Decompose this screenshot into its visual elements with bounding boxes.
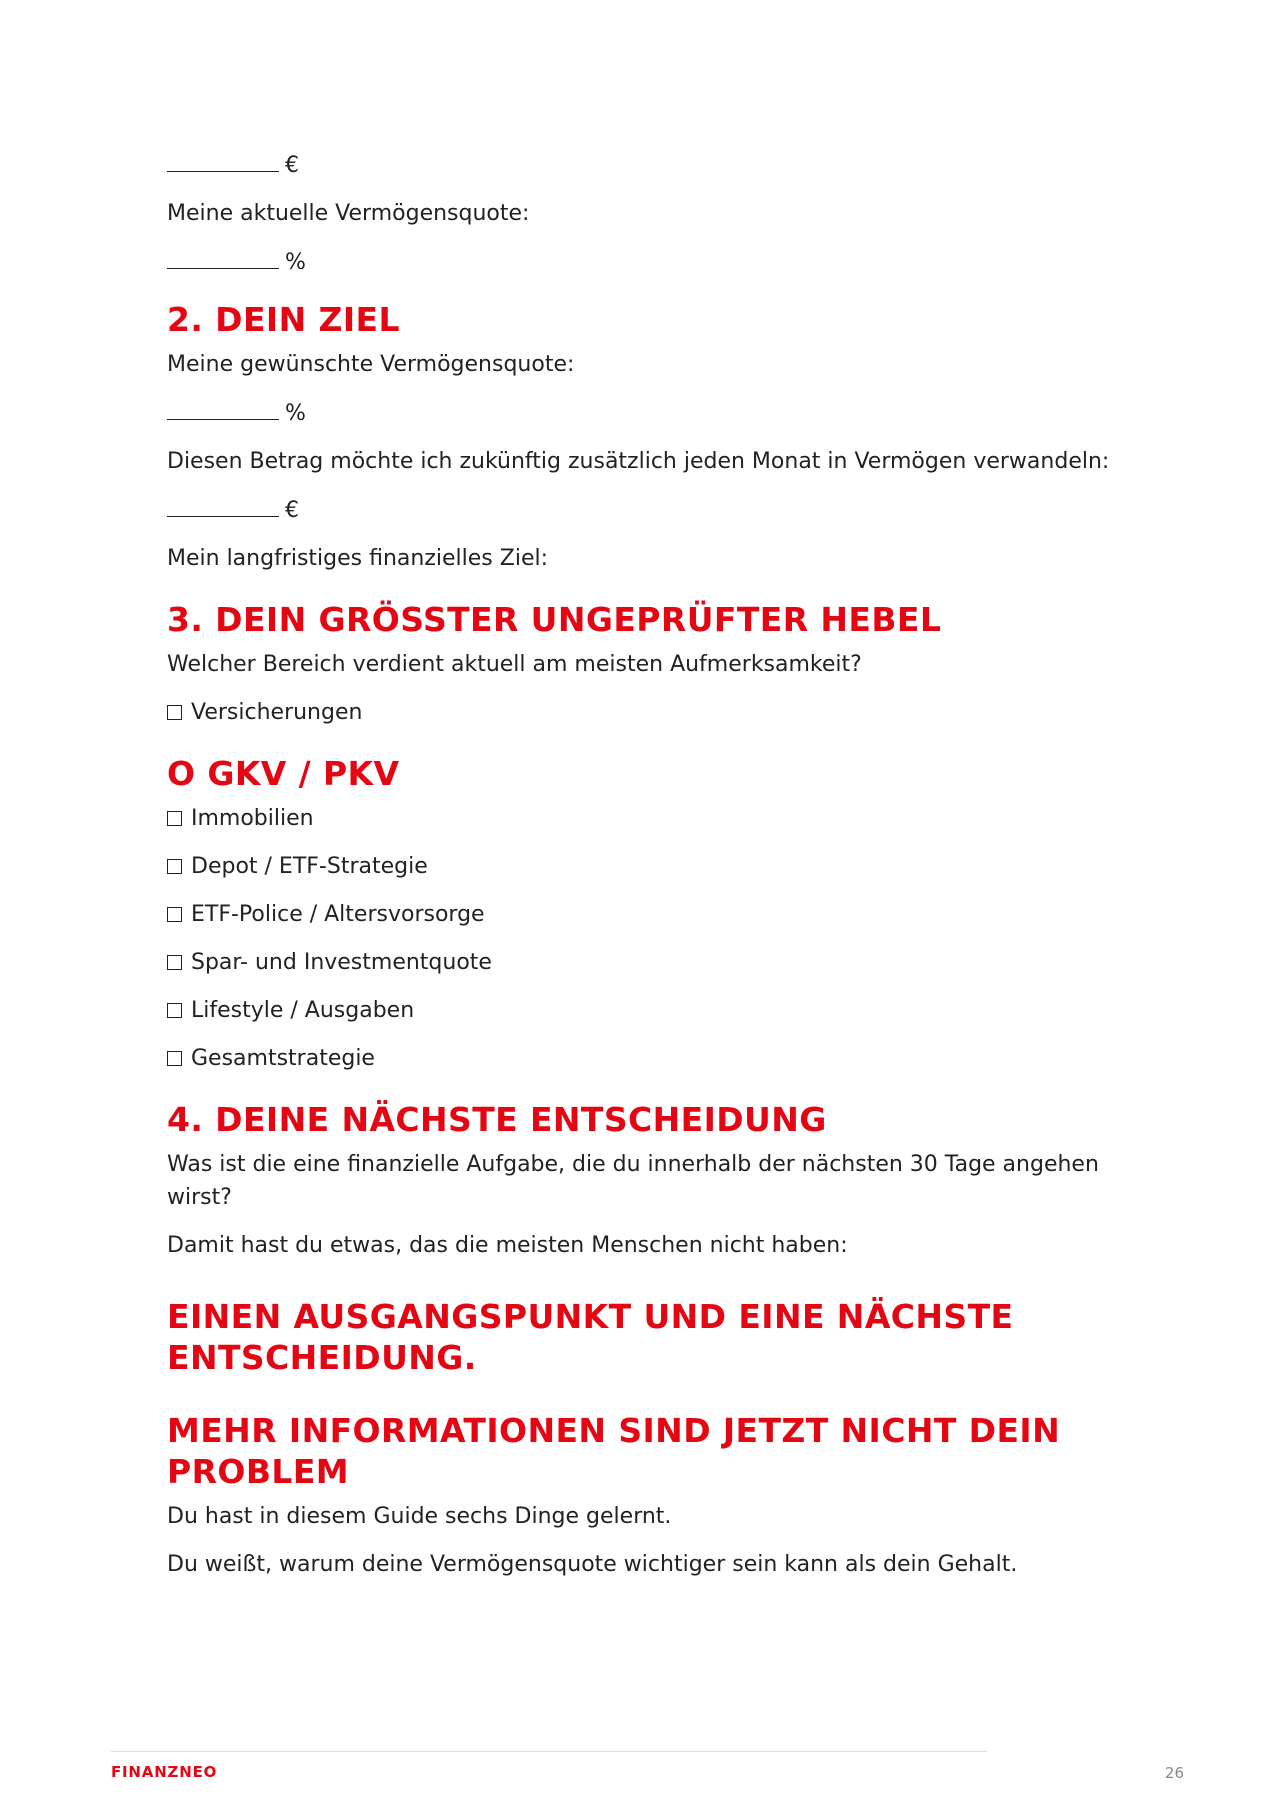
lever-question: Welcher Bereich verdient aktuell am meisten Aufmerksamkeit? bbox=[167, 652, 862, 677]
percent-unit: % bbox=[285, 250, 306, 275]
checkbox-label: Immobilien bbox=[191, 806, 314, 831]
percent-unit: % bbox=[285, 401, 306, 426]
blank-field[interactable] bbox=[167, 493, 279, 517]
currency-unit: € bbox=[285, 153, 299, 178]
footer-divider bbox=[111, 1751, 987, 1752]
checkbox-icon[interactable] bbox=[167, 1003, 182, 1018]
section-heading-goal: 2. DEIN ZIEL bbox=[167, 300, 400, 339]
checkbox-icon[interactable] bbox=[167, 907, 182, 922]
checkbox-item-etf-police[interactable] bbox=[167, 898, 1127, 931]
checkbox-label: Lifestyle / Ausgaben bbox=[191, 998, 415, 1023]
long-term-goal-label: Mein langfristiges finanzielles Ziel: bbox=[167, 546, 549, 571]
blank-field[interactable] bbox=[167, 396, 279, 420]
starting-point-heading: EINEN AUSGANGSPUNKT UND EINE NÄCHSTE ENTSCHEIDUNG. bbox=[167, 1297, 1014, 1377]
decision-statement: Damit hast du etwas, das die meisten Menschen nicht haben: bbox=[167, 1233, 848, 1258]
checkbox-item-savings-rate[interactable] bbox=[167, 946, 1127, 979]
guide-summary-text: Du hast in diesem Guide sechs Dinge gelernt. bbox=[167, 1504, 672, 1529]
checkbox-label: Versicherungen bbox=[191, 700, 363, 725]
desired-quote-blank-line bbox=[167, 396, 1127, 430]
checkbox-label: ETF-Police / Altersvorsorge bbox=[191, 902, 485, 927]
checkbox-icon[interactable] bbox=[167, 955, 182, 970]
checkbox-item-insurance[interactable] bbox=[167, 696, 1127, 729]
monthly-amount-blank-line bbox=[167, 493, 1127, 527]
footer-brand-logo: FINANZNEO bbox=[111, 1763, 218, 1781]
page-number: 26 bbox=[1164, 1764, 1184, 1782]
section-heading-decision: 4. DEINE NÄCHSTE ENTSCHEIDUNG bbox=[167, 1100, 827, 1139]
checkbox-icon[interactable] bbox=[167, 859, 182, 874]
checkbox-item-lifestyle[interactable] bbox=[167, 994, 1127, 1027]
blank-field[interactable] bbox=[167, 148, 279, 172]
checkbox-icon[interactable] bbox=[167, 811, 182, 826]
checkbox-icon[interactable] bbox=[167, 1051, 182, 1066]
checkbox-label: Spar- und Investmentquote bbox=[191, 950, 492, 975]
desired-quote-label: Meine gewünschte Vermögensquote: bbox=[167, 352, 575, 377]
income-blank-line bbox=[167, 148, 1127, 182]
subheading-gkv-pkv: O GKV / PKV bbox=[167, 754, 400, 793]
current-quote-label: Meine aktuelle Vermögensquote: bbox=[167, 201, 530, 226]
checkbox-label: Depot / ETF-Strategie bbox=[191, 854, 428, 879]
blank-field[interactable] bbox=[167, 245, 279, 269]
section-heading-lever: 3. DEIN GRÖSSTER UNGEPRÜFTER HEBEL bbox=[167, 600, 942, 639]
decision-question: Was ist die eine finanzielle Aufgabe, die du innerhalb der nächsten 30 Tage angehen wirst? bbox=[167, 1152, 1099, 1210]
monthly-amount-label: Diesen Betrag möchte ich zukünftig zusätzlich jeden Monat in Vermögen verwandeln: bbox=[167, 449, 1110, 474]
checkbox-label: Gesamtstrategie bbox=[191, 1046, 375, 1071]
document-body bbox=[167, 148, 1127, 1596]
quote-importance-text: Du weißt, warum deine Vermögensquote wichtiger sein kann als dein Gehalt. bbox=[167, 1552, 1018, 1577]
checkbox-item-real-estate[interactable] bbox=[167, 802, 1127, 835]
currency-unit: € bbox=[285, 498, 299, 523]
more-info-heading: MEHR INFORMATIONEN SIND JETZT NICHT DEIN PROBLEM bbox=[167, 1411, 1061, 1491]
checkbox-item-overall-strategy[interactable] bbox=[167, 1042, 1127, 1075]
current-quote-blank-line bbox=[167, 245, 1127, 279]
checkbox-icon[interactable] bbox=[167, 705, 182, 720]
checkbox-item-depot[interactable] bbox=[167, 850, 1127, 883]
